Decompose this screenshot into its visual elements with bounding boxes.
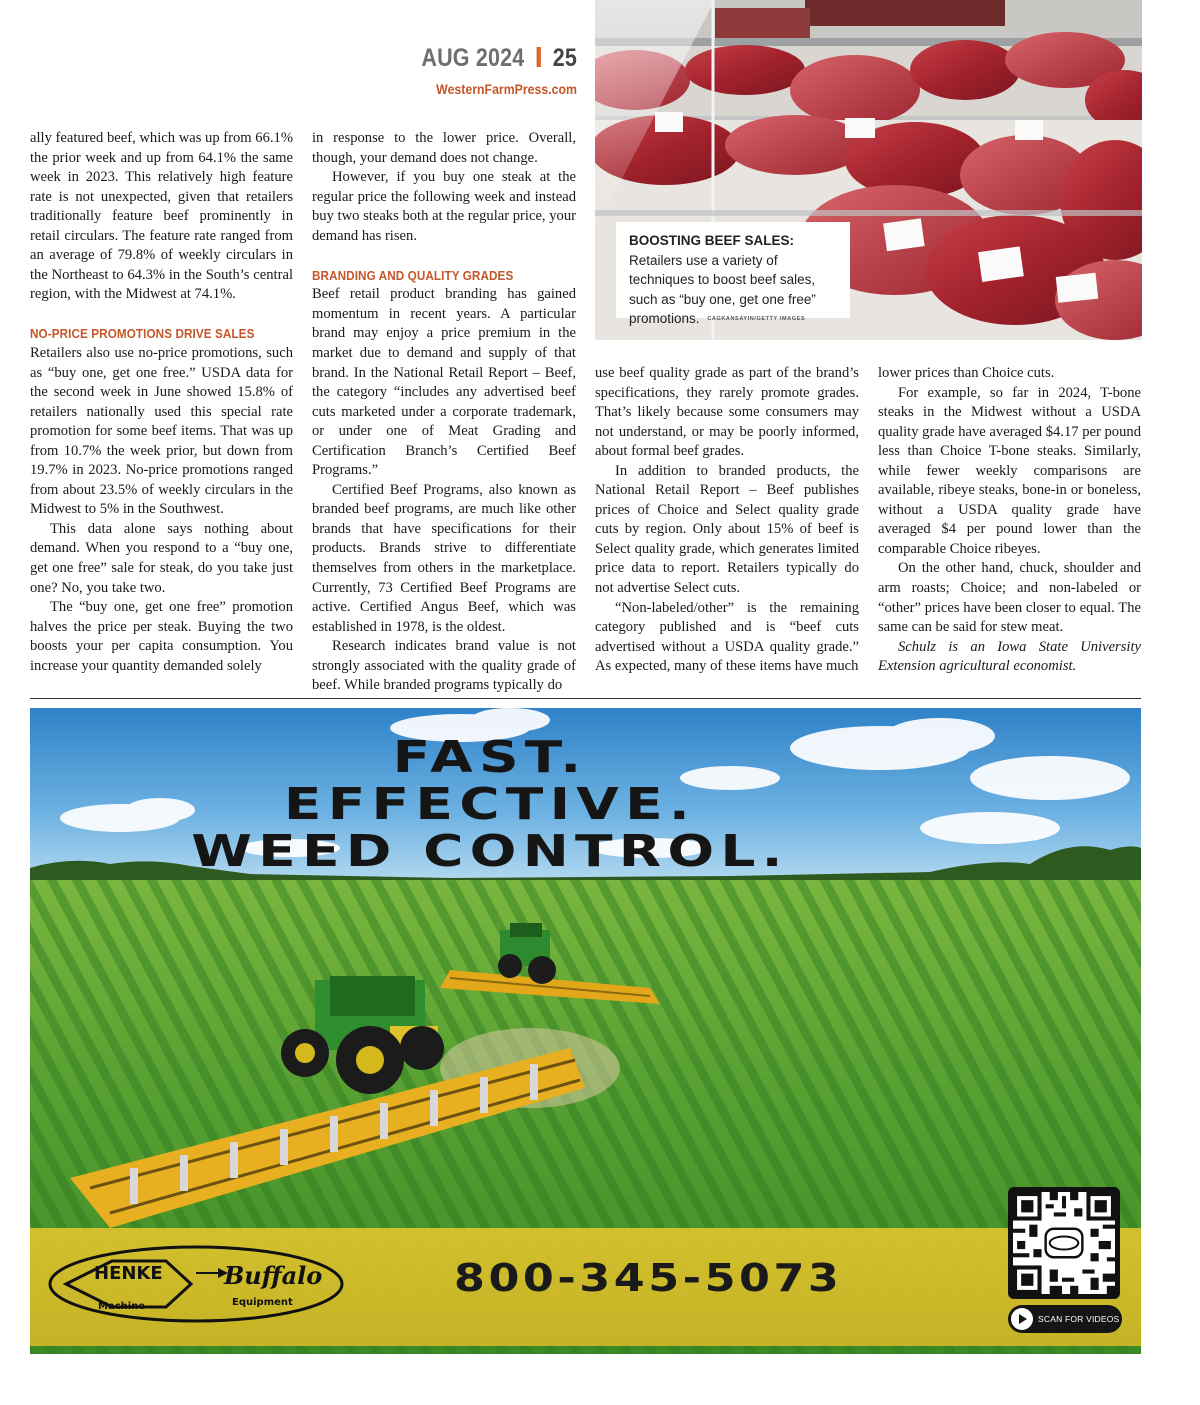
site-url[interactable]: WesternFarmPress.com [436,81,577,97]
divider-rule [30,698,1141,699]
headline-line: FAST. [392,732,588,783]
paragraph: This data alone says nothing about demand. When you respond to a “buy one, get one free” sale for steak, do you take just one? No, you take two. [30,520,293,596]
page-number: 25 [552,44,577,72]
section-heading-no-price: NO-PRICE PROMOTIONS DRIVE SALES [30,326,255,342]
paragraph: However, if you buy one steak at the regular price the following week and instead buy two steaks both at the regular price, your demand has risen. [312,169,576,244]
paragraph: in response to the lower price. Overall, though, your demand does not change. [312,130,576,166]
qr-pattern [1013,1192,1115,1294]
paragraph: The “buy one, get one free” promotion halves the price per steak. Buying the two boosts your per capita consumption. You increase your quantity demanded solely [30,599,293,674]
logo-equipment-text: Equipment [232,1297,293,1308]
scan-for-videos-button[interactable] [1008,1305,1122,1333]
caption-head: BOOSTING BEEF SALES: [629,233,795,248]
caption-body: Retailers use a variety of techniques to boost beef sales, such as “buy one, get one free” promotions. [629,252,816,326]
phone-number[interactable]: 800-345-5073 [454,1256,843,1300]
photo-caption [616,222,850,326]
paragraph: Certified Beef Programs, also known as branded beef programs, are much like other brands that have specifications for their products. Brands strive to differentiate themselves from others in the marketplace. Currently, 73 Certified Beef Programs are active. Certified Angus Beef, which was established in 1978, is the oldest. [312,481,576,635]
separator-bar [536,47,540,67]
paragraph: ally featured beef, which was up from 66.1% the prior week and up from 64.1% the same week in 2023. This relatively high feature rate is not unexpected, given that retailers traditionally feature beef prominently in retail circulars. The feature rate ranged from an average of 79.8% of weekly circulars in the Northeast to 64.3% in the South’s central region, with the Midwest at 74.1%. [30,130,294,303]
article-column-4 [878,364,1141,677]
paragraph: Retailers also use no-price promotions, such as “buy one, get one free.” USDA data for the second week in June showed 15.8% of retailers nationally used this special rate promotion for some beef items. That was up from 10.7% the week prior, but down from 19.7% in 2023. No-price promotions ranged from about 23.5% of weekly circulars in the Midwest to 5% in the Southwest. [30,344,293,518]
paragraph: Research indicates brand value is not strongly associated with the quality grade of beef. While branded programs typically do [312,638,576,694]
author-byline: Schulz is an Iowa State University Extension agricultural economist. [878,638,1141,675]
article-column-1 [30,129,293,676]
advertisement[interactable] [30,708,1141,1354]
article-column-2 [312,129,576,696]
section-heading-branding: BRANDING AND QUALITY GRADES [312,267,514,283]
issue-line [408,44,577,73]
qr-code-icon[interactable] [1008,1187,1120,1299]
paragraph: On the other hand, chuck, shoulder and arm roasts; Choice; and non-labeled or “other” prices have been closer to equal. The same can be said for stew meat. [878,560,1141,636]
paragraph: lower prices than Choice cuts. [878,365,1055,381]
article-column-3 [595,364,859,677]
play-icon [1011,1308,1033,1330]
issue-date: AUG 2024 [421,44,525,72]
paragraph: For example, so far in 2024, T-bone steaks in the Midwest without a USDA quality grade have averaged $4.17 per pound less than Choice T-bone steaks. Similarly, while fewer weekly comparisons are available, ribeye steaks, bone-in or boneless, without a USDA quality grade have averaged $4 per pound lower than the comparable Choice ribeyes. [878,384,1141,557]
headline-line: EFFECTIVE. [283,779,697,830]
photo-credit: CAGKANSAYIN/GETTY IMAGES [707,315,806,322]
scan-label: SCAN FOR VIDEOS [1038,1314,1120,1324]
logo-machine-text: Machine [98,1301,146,1312]
headline-line: WEED CONTROL. [191,826,789,877]
logo-buffalo-text: Buffalo [224,1261,323,1290]
logo-henke-text: HENKE [94,1263,163,1284]
paragraph: “Non-labeled/other” is the remaining category published and is “beef cuts advertised without a USDA quality grade.” As expected, many of these items have much [595,599,859,675]
ad-headline [30,734,1065,875]
paragraph: In addition to branded products, the National Retail Report – Beef publishes prices of Choice and Select quality grade cuts by region. Only about 15% of beef is Select quality grade, which generates limited price data to report. Retailers typically do not advertise Select cuts. [595,462,859,597]
paragraph: Beef retail product branding has gained momentum in recent years. A particular brand may enjoy a price premium in the market due to demand and supply of that brand. In the National Retail Report – Beef, the category “includes any advertised beef cuts marketed under a corporate trademark, or under one of Meat Grading and Certification Branch’s Certified Beef Programs.” [312,286,576,479]
paragraph: use beef quality grade as part of the brand’s specifications, they rarely promote grades. That’s likely because some consumers may not understand, or may be poorly informed, about formal beef grades. [595,365,859,460]
henke-buffalo-logo[interactable] [46,1243,346,1325]
